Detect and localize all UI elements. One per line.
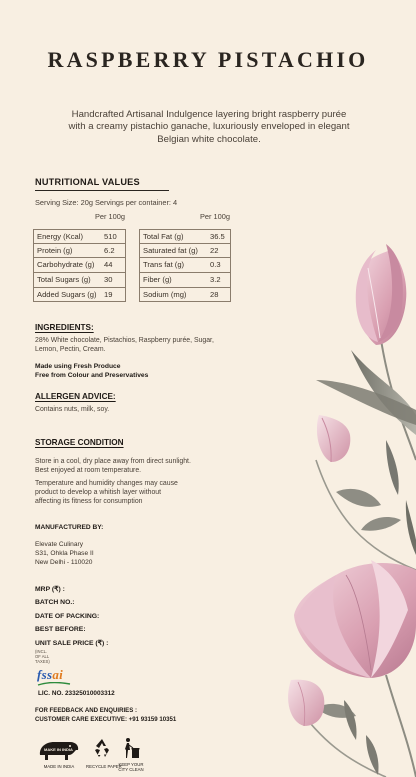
batch-label: BATCH NO.: bbox=[35, 599, 75, 606]
storage-line-1: Store in a cool, dry place away from direct sunlight. bbox=[35, 458, 191, 465]
fssai-logo bbox=[37, 667, 63, 683]
unit-price-label: UNIT SALE PRICE (₹) : bbox=[35, 640, 109, 647]
nutrient-value: 510 bbox=[104, 232, 117, 241]
nutrient-value: 6.2 bbox=[104, 245, 115, 255]
nutrient-label: Added Sugars (g) bbox=[37, 289, 97, 299]
storage-line-2: Best enjoyed at room temperature. bbox=[35, 467, 142, 474]
nutrition-row bbox=[139, 229, 231, 244]
storage-line-3: Temperature and humidity changes may cause bbox=[35, 480, 178, 487]
recycle-caption: RECYCLE PAPER bbox=[86, 764, 122, 769]
ingredients-line-1: 28% White chocolate, Pistachios, Raspberry purée, Sugar, bbox=[35, 337, 214, 344]
nutrition-row bbox=[33, 258, 126, 273]
tulip-illustration bbox=[276, 230, 416, 777]
storage-line-5: affecting its fitness for consumption bbox=[35, 498, 143, 505]
nutrition-row bbox=[139, 244, 231, 259]
nutrient-value: 30 bbox=[104, 275, 113, 285]
unit-price-note: (INCL. OF ALL TAXES) bbox=[35, 649, 50, 664]
tulip-bottom bbox=[294, 560, 416, 678]
nutrient-value: 3.2 bbox=[210, 275, 221, 285]
product-description: Handcrafted Artisanal Indulgence layering bright raspberry purée with a creamy pistachio ganache, luxuriously enveloped in elegant Belgian white chocolate. bbox=[68, 109, 350, 145]
manufacturer-address bbox=[35, 541, 94, 568]
fssai-logo-text: fss bbox=[37, 667, 53, 682]
nutrition-row bbox=[33, 288, 126, 303]
nutrition-row bbox=[33, 229, 126, 244]
fssai-license: LIC. NO. 23325010003312 bbox=[38, 690, 115, 697]
storage-heading: STORAGE CONDITION bbox=[35, 438, 124, 447]
nutrient-label: Saturated fat (g) bbox=[143, 245, 198, 255]
keep-city-clean-icon bbox=[121, 737, 141, 759]
nutrition-row bbox=[33, 273, 126, 288]
customer-care-phone: CUSTOMER CARE EXECUTIVE: +91 93159 10351 bbox=[35, 715, 177, 723]
nutrition-row bbox=[139, 273, 231, 288]
allergen-heading: ALLERGEN ADVICE: bbox=[35, 392, 116, 401]
keep-clean-line-2: CITY CLEAN bbox=[118, 767, 144, 773]
product-title: RASPBERRY PISTACHIO bbox=[47, 47, 369, 72]
nutrient-label: Sodium (mg) bbox=[143, 289, 187, 299]
made-in-india-caption: MADE IN INDIA bbox=[43, 764, 75, 769]
nutrient-value: 0.3 bbox=[210, 260, 221, 270]
tulip-bud-bottom bbox=[288, 680, 324, 726]
make-in-india-badge-text: MAKE IN INDIA bbox=[44, 747, 73, 752]
keep-city-clean-caption bbox=[117, 762, 145, 772]
nutrient-label: Total Fat (g) bbox=[143, 232, 184, 241]
manufacturer-address-1: S31, Ohkla Phase II bbox=[35, 549, 94, 557]
claim-fresh-produce: Made using Fresh Produce bbox=[35, 363, 121, 370]
nutrient-value: 44 bbox=[104, 260, 113, 270]
manufacturer-address-2: New Delhi - 110020 bbox=[35, 558, 93, 566]
nutrition-row bbox=[139, 258, 231, 273]
best-before-label: BEST BEFORE: bbox=[35, 626, 86, 633]
fssai-logo-text-ai: ai bbox=[52, 667, 64, 682]
nutrient-label: Fiber (g) bbox=[143, 275, 172, 285]
serving-size: Serving Size: 20g Servings per container: 4 bbox=[35, 198, 178, 207]
tulip-bud bbox=[317, 415, 350, 462]
manufacturer-heading: MANUFACTURED BY: bbox=[35, 524, 104, 531]
nutrient-label: Trans fat (g) bbox=[143, 260, 185, 270]
nutrient-value: 28 bbox=[210, 289, 219, 299]
mrp-label: MRP (₹) : bbox=[35, 586, 65, 593]
nutrient-label: Total Sugars (g) bbox=[37, 275, 91, 285]
manufacturer-name: Elevate Culinary bbox=[35, 541, 84, 548]
allergen-text: Contains nuts, milk, soy. bbox=[35, 406, 110, 413]
recycle-icon bbox=[91, 737, 113, 759]
nutrition-row bbox=[33, 244, 126, 259]
nutrition-table-right bbox=[139, 229, 231, 302]
nutrient-value: 22 bbox=[210, 245, 219, 255]
ingredients-line-2: Lemon, Pectin, Cream. bbox=[35, 346, 106, 353]
per-100g-right: Per 100g bbox=[200, 212, 230, 221]
nutrition-table-left bbox=[33, 229, 126, 302]
keep-clean-line-1: KEEP YOUR bbox=[118, 762, 144, 767]
nutrient-label: Protein (g) bbox=[37, 245, 73, 255]
nutrient-label: Energy (Kcal) bbox=[37, 232, 84, 241]
claim-no-preservatives: Free from Colour and Preservatives bbox=[35, 372, 149, 379]
feedback-block bbox=[35, 707, 176, 725]
nutrient-value: 19 bbox=[104, 289, 113, 299]
nutrition-heading: NUTRITIONAL VALUES bbox=[35, 177, 140, 187]
tulip-top bbox=[356, 244, 407, 345]
fssai-swoosh-icon bbox=[37, 682, 71, 687]
nutrition-row bbox=[139, 288, 231, 303]
nutrition-divider bbox=[35, 190, 169, 191]
nutrient-label: Carbohydrate (g) bbox=[37, 260, 95, 270]
packing-date-label: DATE OF PACKING: bbox=[35, 613, 100, 620]
nutrient-value: 36.5 bbox=[210, 232, 225, 241]
make-in-india-icon bbox=[36, 737, 82, 761]
storage-line-4: product to develop a whitish layer without bbox=[35, 489, 162, 496]
per-100g-left: Per 100g bbox=[95, 212, 125, 221]
ingredients-heading: INGREDIENTS: bbox=[35, 323, 94, 332]
feedback-heading: FOR FEEDBACK AND ENQUIRIES : bbox=[35, 707, 138, 714]
